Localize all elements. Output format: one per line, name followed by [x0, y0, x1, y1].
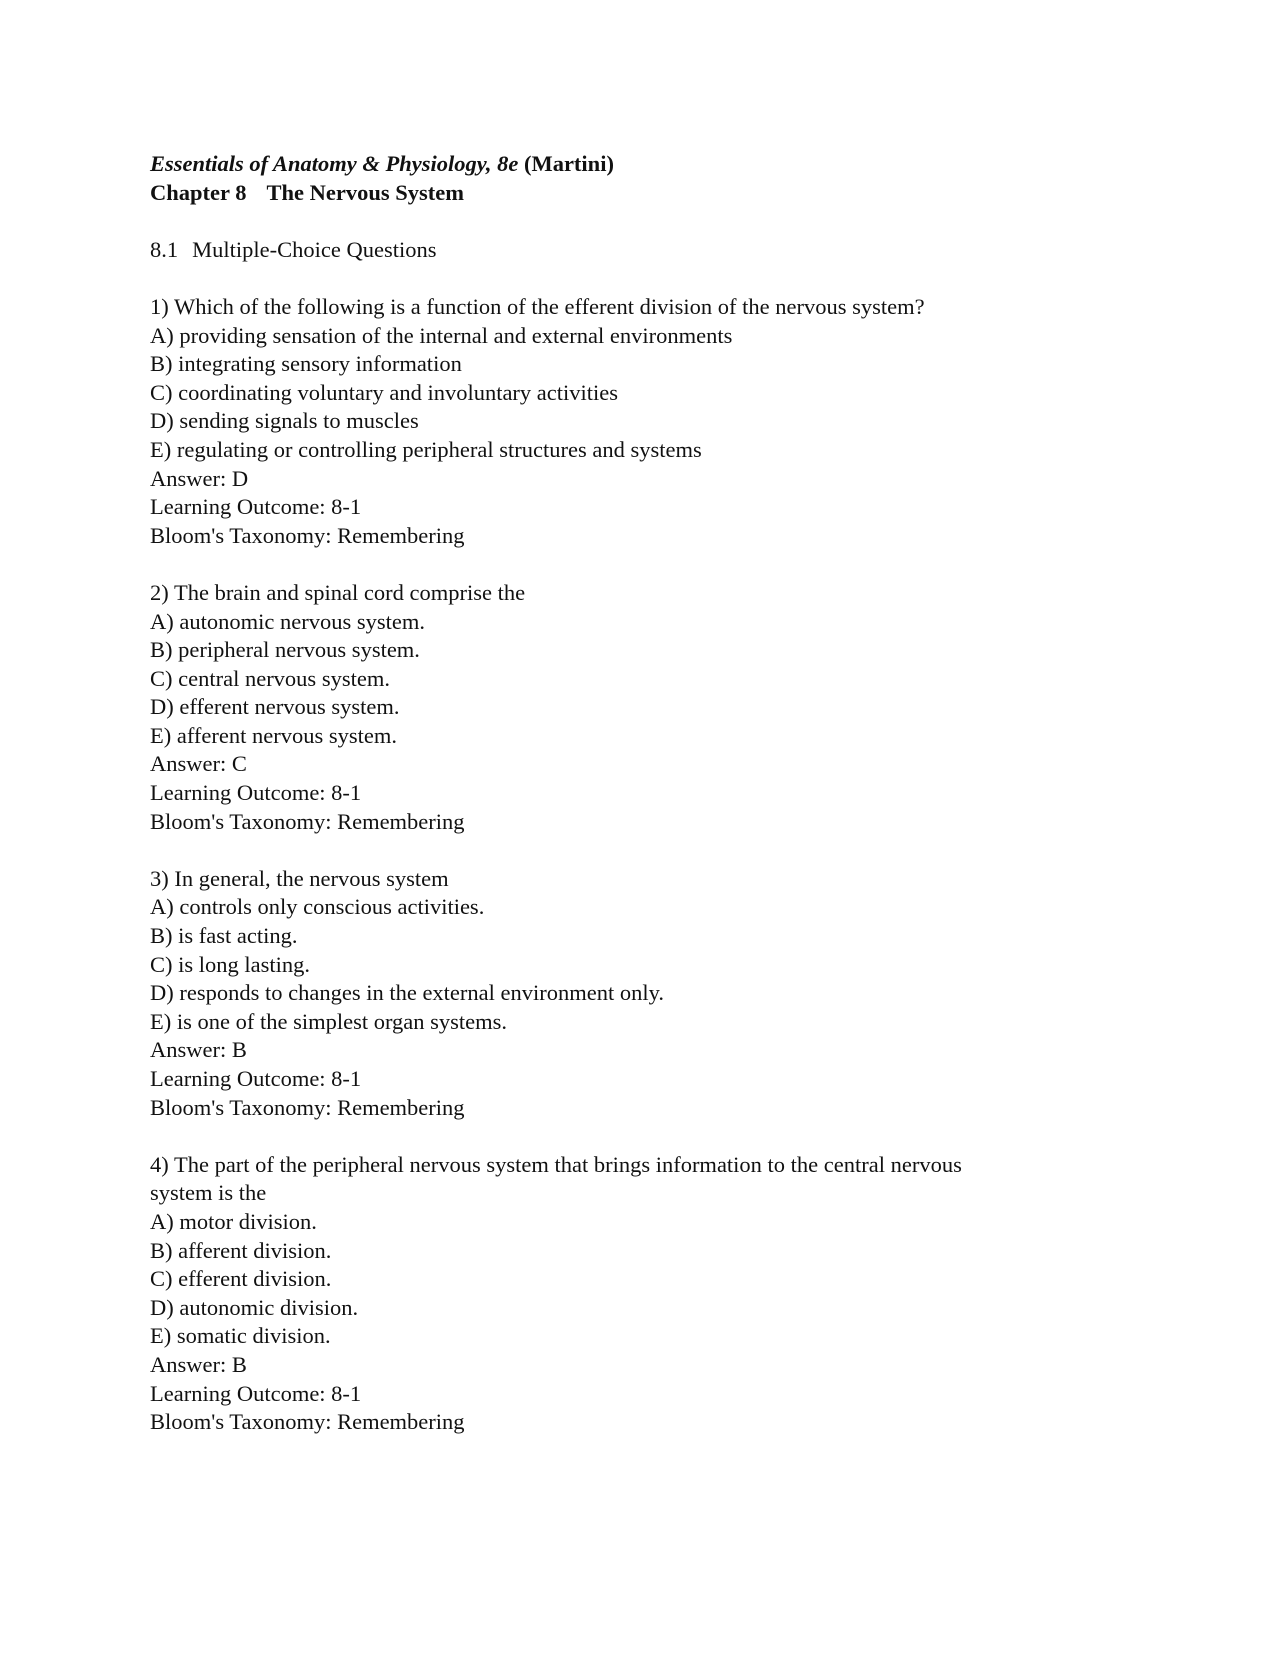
option-d: D) efferent nervous system.	[150, 694, 400, 720]
option-a: A) motor division.	[150, 1208, 317, 1234]
section-heading	[150, 236, 1150, 265]
learning-outcome: Learning Outcome: 8-1	[150, 780, 362, 806]
book-author: (Martini)	[523, 151, 614, 176]
question-1	[150, 293, 1150, 550]
chapter-title: The Nervous System	[266, 179, 464, 205]
option-e: E) regulating or controlling peripheral structures and systems	[150, 436, 702, 462]
option-b: B) peripheral nervous system.	[150, 637, 420, 663]
section-title: Multiple-Choice Questions	[192, 236, 437, 262]
option-b: B) afferent division.	[150, 1237, 332, 1263]
option-c: C) central nervous system.	[150, 665, 390, 691]
answer: Answer: D	[150, 465, 249, 491]
option-c: C) efferent division.	[150, 1266, 332, 1292]
answer: Answer: B	[150, 1037, 247, 1063]
learning-outcome: Learning Outcome: 8-1	[150, 494, 362, 520]
option-c: C) coordinating voluntary and involuntary activities	[150, 379, 619, 405]
blooms-taxonomy: Bloom's Taxonomy: Remembering	[150, 808, 465, 834]
blooms-taxonomy: Bloom's Taxonomy: Remembering	[150, 1094, 465, 1120]
answer: Answer: C	[150, 751, 247, 777]
book-title: Essentials of Anatomy & Physiology, 8e	[150, 151, 519, 176]
chapter-number: Chapter 8	[150, 179, 247, 205]
answer: Answer: B	[150, 1351, 247, 1377]
option-a: A) controls only conscious activities.	[150, 894, 485, 920]
question-stem: 1) Which of the following is a function of the efferent division of the nervous system?	[150, 293, 925, 319]
document-page	[150, 150, 1150, 1437]
option-a: A) providing sensation of the internal and external environments	[150, 322, 733, 348]
option-c: C) is long lasting.	[150, 951, 311, 977]
option-e: E) afferent nervous system.	[150, 722, 398, 748]
question-3	[150, 865, 1150, 1122]
question-stem: 2) The brain and spinal cord comprise the	[150, 579, 526, 605]
option-b: B) integrating sensory information	[150, 351, 462, 377]
chapter-line	[150, 179, 1150, 208]
option-b: B) is fast acting.	[150, 923, 298, 949]
learning-outcome: Learning Outcome: 8-1	[150, 1380, 362, 1406]
book-title-line	[150, 150, 1150, 179]
question-stem: 3) In general, the nervous system	[150, 865, 449, 891]
question-stem-line-1: 4) The part of the peripheral nervous system that brings information to the central nervous	[150, 1151, 962, 1177]
blooms-taxonomy: Bloom's Taxonomy: Remembering	[150, 522, 465, 548]
blooms-taxonomy: Bloom's Taxonomy: Remembering	[150, 1409, 465, 1435]
question-2	[150, 579, 1150, 836]
option-d: D) sending signals to muscles	[150, 408, 419, 434]
question-stem-line-2: system is the	[150, 1180, 267, 1206]
question-4	[150, 1151, 1150, 1437]
option-e: E) somatic division.	[150, 1323, 331, 1349]
learning-outcome: Learning Outcome: 8-1	[150, 1066, 362, 1091]
option-e: E) is one of the simplest organ systems.	[150, 1008, 508, 1034]
section-number: 8.1	[150, 236, 179, 262]
option-a: A) autonomic nervous system.	[150, 608, 425, 634]
option-d: D) responds to changes in the external environment only.	[150, 980, 665, 1006]
option-d: D) autonomic division.	[150, 1294, 359, 1320]
